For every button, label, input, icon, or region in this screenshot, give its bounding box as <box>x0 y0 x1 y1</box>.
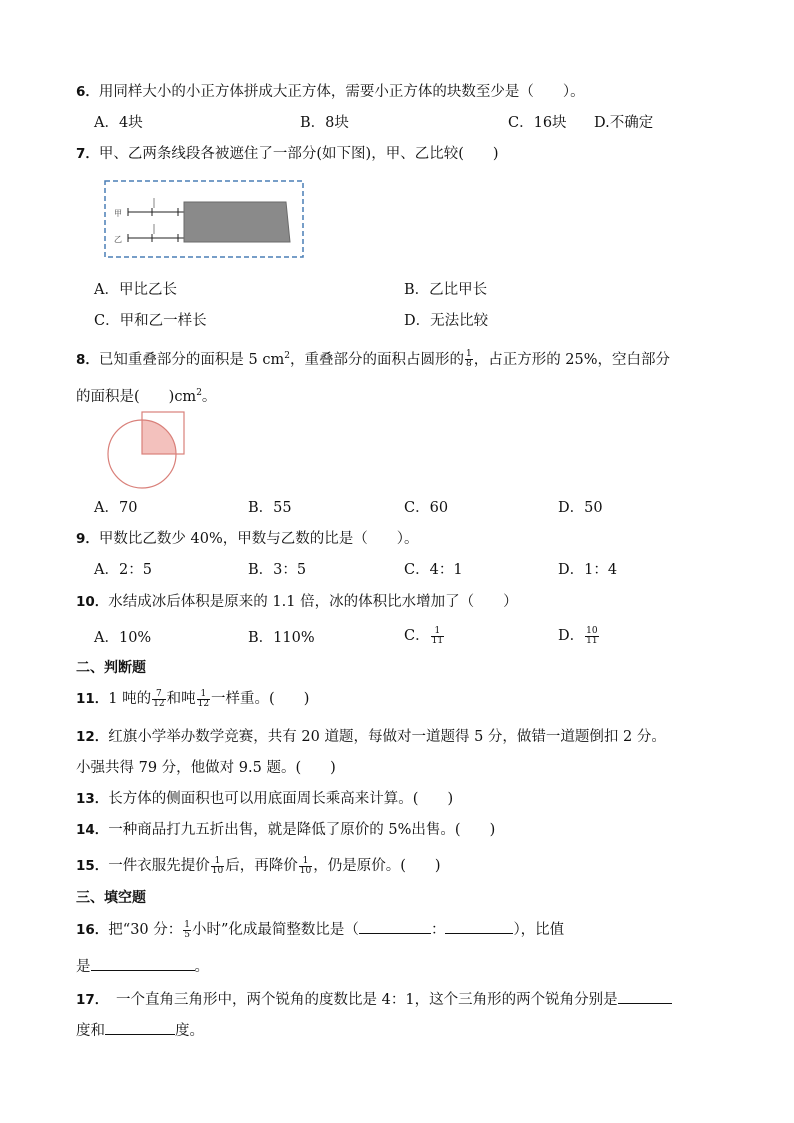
question-text: ，重叠部分的面积占圆形的 <box>289 351 464 368</box>
answer-blank[interactable] <box>618 989 672 1004</box>
denominator: 11 <box>431 635 444 646</box>
question-text: ），比值 <box>513 922 565 938</box>
question-11 <box>76 689 309 709</box>
question-14 <box>76 820 495 840</box>
question-text: 长方体的侧面积也可以用底面周长乘高来计算。( ) <box>108 791 454 807</box>
question-17-line2 <box>76 1020 204 1041</box>
fraction <box>465 350 473 369</box>
question-text: 已知重叠部分的面积是 5 cm <box>98 351 285 368</box>
fraction <box>431 627 444 646</box>
question-7 <box>76 144 499 164</box>
question-text: ，仍是原价。( ) <box>313 858 441 874</box>
segments-figure <box>104 180 304 258</box>
answer-blank[interactable] <box>91 956 195 971</box>
option-c[interactable]: C．4：1 <box>404 562 463 578</box>
option-b[interactable]: B．110% <box>248 630 315 646</box>
option-c[interactable]: C．16块 <box>508 115 567 131</box>
option-b[interactable]: B．55 <box>248 500 292 516</box>
answer-blank[interactable] <box>105 1020 175 1035</box>
label-yi: 乙 <box>114 235 122 244</box>
option-d[interactable] <box>558 626 600 646</box>
denominator: 10 <box>299 865 312 876</box>
superscript: 2 <box>196 388 202 398</box>
option-label: C． <box>404 628 430 644</box>
fraction <box>585 627 598 646</box>
question-number: 8． <box>76 351 99 368</box>
numerator: 10 <box>586 625 598 636</box>
label-jia: 甲 <box>114 209 122 218</box>
question-16-line2 <box>76 956 209 977</box>
numerator: 1 <box>197 690 210 700</box>
question-12 <box>76 727 666 747</box>
option-d[interactable]: D.不确定 <box>594 115 654 131</box>
question-number: 16． <box>76 922 109 938</box>
question-text: 一样重。( ) <box>211 691 310 707</box>
question-number: 17． <box>76 992 102 1008</box>
question-text: 后，再降价 <box>225 858 298 874</box>
superscript: 2 <box>284 351 290 361</box>
question-number: 7． <box>76 146 99 162</box>
numerator: 1 <box>431 627 444 637</box>
question-9 <box>76 529 419 549</box>
question-text: 的面积是( )cm <box>76 388 197 405</box>
question-number: 12． <box>76 729 109 745</box>
option-a[interactable]: A．甲比乙长 <box>94 282 177 298</box>
segment-jia <box>128 208 184 216</box>
question-number: 9． <box>76 531 99 547</box>
question-10 <box>76 592 518 612</box>
segment-yi <box>128 234 184 242</box>
numerator: 1 <box>465 349 472 360</box>
question-6 <box>76 82 585 102</box>
fraction <box>183 921 191 940</box>
cover-parallelogram <box>184 202 290 242</box>
question-text: 。 <box>194 959 209 975</box>
question-text: 一件衣服先提价 <box>108 858 210 874</box>
option-label: D． <box>558 628 585 644</box>
question-text: ，占正方形的 25%，空白部分 <box>473 351 671 368</box>
section-heading: 三、填空题 <box>76 890 146 906</box>
question-text: 是 <box>76 959 91 975</box>
denominator: 12 <box>197 698 210 709</box>
question-text: 度。 <box>175 1023 204 1039</box>
question-text: 1 吨的 <box>108 691 152 707</box>
fraction <box>197 690 210 709</box>
section-heading: 二、判断题 <box>76 660 146 676</box>
option-c[interactable] <box>404 626 445 646</box>
option-c[interactable]: C．60 <box>404 500 449 516</box>
option-a[interactable]: A．2：5 <box>94 562 152 578</box>
question-13 <box>76 789 453 809</box>
option-d[interactable]: D．50 <box>558 500 603 516</box>
question-text: 一种商品打九五折出售，就是降低了原价的 5%出售。( ) <box>108 822 496 838</box>
answer-blank[interactable] <box>445 919 513 934</box>
denominator: 12 <box>153 698 165 709</box>
question-text: 红旗小学举办数学竞赛，共有 20 道题，每做对一道题得 5 分，做错一道题倒扣 2 分。 <box>108 729 666 745</box>
option-a[interactable]: A．10% <box>94 630 152 646</box>
question-text: 一个直角三角形中，两个锐角的度数比是 4：1，这个三角形的两个锐角分别是 <box>101 992 618 1008</box>
question-text: 。 <box>201 388 217 405</box>
question-number: 15． <box>76 858 109 874</box>
fraction <box>152 690 165 709</box>
denominator: 10 <box>211 865 224 876</box>
colon: ： <box>430 922 446 938</box>
question-text: 水结成冰后体积是原来的 1.1 倍，冰的体积比水增加了（ ） <box>108 594 518 610</box>
question-12-line2: 小强共得 79 分，他做对 9.5 题。( ) <box>76 760 336 776</box>
option-d[interactable]: D．1：4 <box>558 562 618 578</box>
numerator: 7 <box>152 690 165 700</box>
option-d[interactable]: D．无法比较 <box>404 313 489 329</box>
question-number: 6． <box>76 84 99 100</box>
numerator: 1 <box>211 857 224 867</box>
question-8-line2 <box>76 383 216 407</box>
question-8 <box>76 346 670 370</box>
question-number: 13． <box>76 791 109 807</box>
question-text: 甲数比乙数少 40%，甲数与乙数的比是（ ）。 <box>98 531 419 547</box>
option-a[interactable]: A．4块 <box>94 115 143 131</box>
question-number: 11． <box>76 691 109 707</box>
question-text: 把“30 分： <box>108 922 183 938</box>
question-15 <box>76 856 441 876</box>
question-number: 14． <box>76 822 109 838</box>
option-b[interactable]: B．乙比甲长 <box>404 282 488 298</box>
denominator: 5 <box>184 929 191 940</box>
option-b[interactable]: B．8块 <box>300 115 349 131</box>
denominator: 11 <box>586 635 598 646</box>
question-text: 度和 <box>76 1023 105 1039</box>
question-text: 和吨 <box>166 691 196 707</box>
option-c[interactable]: C．甲和乙一样长 <box>94 313 207 329</box>
numerator: 1 <box>184 919 191 930</box>
question-17 <box>76 989 672 1010</box>
fraction <box>299 857 312 876</box>
denominator: 8 <box>465 359 472 370</box>
answer-blank[interactable] <box>359 919 431 934</box>
option-b[interactable]: B．3：5 <box>248 562 307 578</box>
question-text: 甲、乙两条线段各被遮住了一部分(如下图)，甲、乙比较( ) <box>98 146 499 162</box>
question-number: 10． <box>76 594 109 610</box>
question-text: 小时”化成最简整数比是（ <box>192 922 359 938</box>
circle-square-figure <box>102 408 190 490</box>
question-16 <box>76 919 564 940</box>
option-a[interactable]: A．70 <box>94 500 138 516</box>
numerator: 1 <box>299 857 312 867</box>
question-text: 用同样大小的小正方体拼成大正方体，需要小正方体的块数至少是（ ）。 <box>98 84 585 100</box>
fraction <box>211 857 224 876</box>
